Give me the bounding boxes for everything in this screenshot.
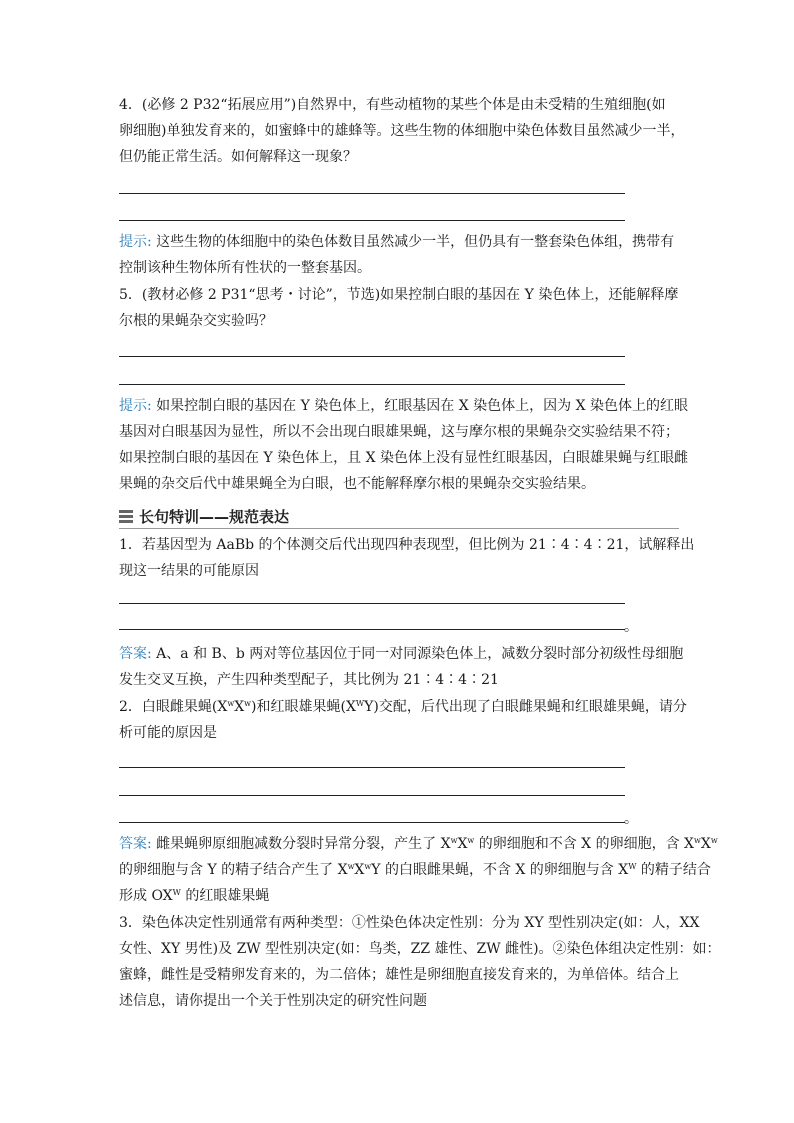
question-4 [119, 92, 685, 170]
question-4-line-3: 但仍能正常生活。如何解释这一现象？ [119, 149, 357, 165]
hint-label: 提示: [119, 398, 152, 414]
long-question-3-line-1: 3．染色体决定性别通常有两种类型：①性染色体决定性别：分为 XY 型性别决定(如：人，XX [119, 915, 700, 931]
answer-text: 发生交叉互换，产生四种类型配子，其比例为 21∶4∶4∶21 [119, 672, 499, 688]
long-question-2-line-1: 2．白眼雌果蝇$(X^wX^w)$和红眼雄果蝇$(X^WY)$交配，后代出现了白眼雌果蝇和红眼雄果蝇，请分 [119, 699, 687, 715]
answer-line-2: 的卵细胞与含 Y 的精子结合产生了 $X^wX^wY$ 的白眼雌果蝇，不含 X 的卵细胞与含 $X^W$ 的精子结合 [119, 862, 711, 878]
long-question-1 [119, 532, 695, 584]
answer-label: 答案: [119, 836, 152, 852]
long-question-3-line-2: 女性、XY 男性)及 ZW 型性别决定(如：鸟类，ZZ 雄性、ZW 雌性)。②染色体组决定性别：如： [119, 941, 721, 957]
hint-text: 果蝇的杂交后代中雄果蝇全为白眼，也不能解释摩尔根的果蝇杂交实验结果。 [119, 476, 595, 492]
answer-line [119, 384, 625, 385]
answer-line-3: 形成 $OX^W$ 的红眼雄果蝇 [119, 888, 270, 904]
question-4-line-2: 卵细胞)单独发育来的，如蜜蜂中的雄蜂等。这些生物的体细胞中染色体数目虽然减少一半， [119, 123, 685, 139]
question-5-line-2: 尔根的果蝇杂交实验吗？ [119, 313, 273, 329]
long-question-1-line-2: 现这一结果的可能原因 [119, 563, 259, 579]
answer-line [119, 356, 625, 357]
hint-text: 这些生物的体细胞中的染色体数目虽然减少一半，但仍具有一整套染色体组，携带有 [151, 234, 675, 250]
long-question-3-line-4: 述信息，请你提出一个关于性别决定的研究性问题 [119, 993, 427, 1009]
long-question-3-line-3: 蜜蜂，雌性是受精卵发育来的，为二倍体；雄性是卵细胞直接发育来的，为单倍体。结合上 [119, 967, 679, 983]
section-title: 长句特训——规范表达 [139, 507, 290, 526]
answer-line [119, 822, 625, 823]
answer-line-1: 答案: 雌果蝇卵原细胞减数分裂时异常分裂，产生了 $X^wX^w$ 的卵细胞和不含 X 的卵细胞，含 $X^wX^w$ [119, 836, 718, 852]
section-header [119, 505, 289, 527]
question-5-line-1: 5．(教材必修 2 P31“思考・讨论”，节选)如果控制白眼的基因在 Y 染色体上，还能解释摩 [119, 287, 679, 303]
answer-line [119, 193, 625, 194]
answer-text: A、a 和 B、b 两对等位基因位于同一对同源染色体上，减数分裂时部分初级性母细胞 [151, 646, 684, 662]
question-4-hint [119, 229, 679, 281]
hint-text: 控制该种生物体所有性状的一整套基因。 [119, 260, 371, 276]
answer-line [119, 629, 625, 630]
section-divider [119, 528, 679, 529]
long-question-3 [119, 910, 721, 1014]
long-question-2 [119, 694, 687, 746]
hint-label: 提示: [119, 234, 152, 250]
answer-label: 答案: [119, 646, 152, 662]
line-end-period: 。 [624, 811, 638, 827]
question-5-hint [119, 393, 689, 497]
long-question-2-answer [119, 831, 718, 909]
list-icon [119, 509, 133, 523]
hint-text: 如果控制白眼的基因在 Y 染色体上，红眼基因在 X 染色体上，因为 X 染色体上的红眼 [151, 398, 689, 414]
question-5 [119, 282, 679, 334]
question-4-line-1: 4．(必修 2 P32“拓展应用”)自然界中，有些动植物的某些个体是由未受精的生殖细胞(如 [119, 97, 666, 113]
long-question-2-line-2: 析可能的原因是 [119, 725, 217, 741]
answer-line [119, 767, 625, 768]
line-end-period: 。 [624, 619, 638, 635]
answer-line [119, 220, 625, 221]
answer-line [119, 603, 625, 604]
hint-text: 如果控制白眼的基因在 Y 染色体上，且 X 染色体上没有显性红眼基因，白眼雄果蝇与红眼雌 [119, 450, 689, 466]
answer-line [119, 795, 625, 796]
long-question-1-line-1: 1．若基因型为 AaBb 的个体测交后代出现四种表现型，但比例为 21∶4∶4∶21，试解释出 [119, 537, 695, 553]
long-question-1-answer [119, 641, 684, 693]
hint-text: 基因对白眼基因为显性，所以不会出现白眼雄果蝇，这与摩尔根的果蝇杂交实验结果不符； [119, 424, 679, 440]
